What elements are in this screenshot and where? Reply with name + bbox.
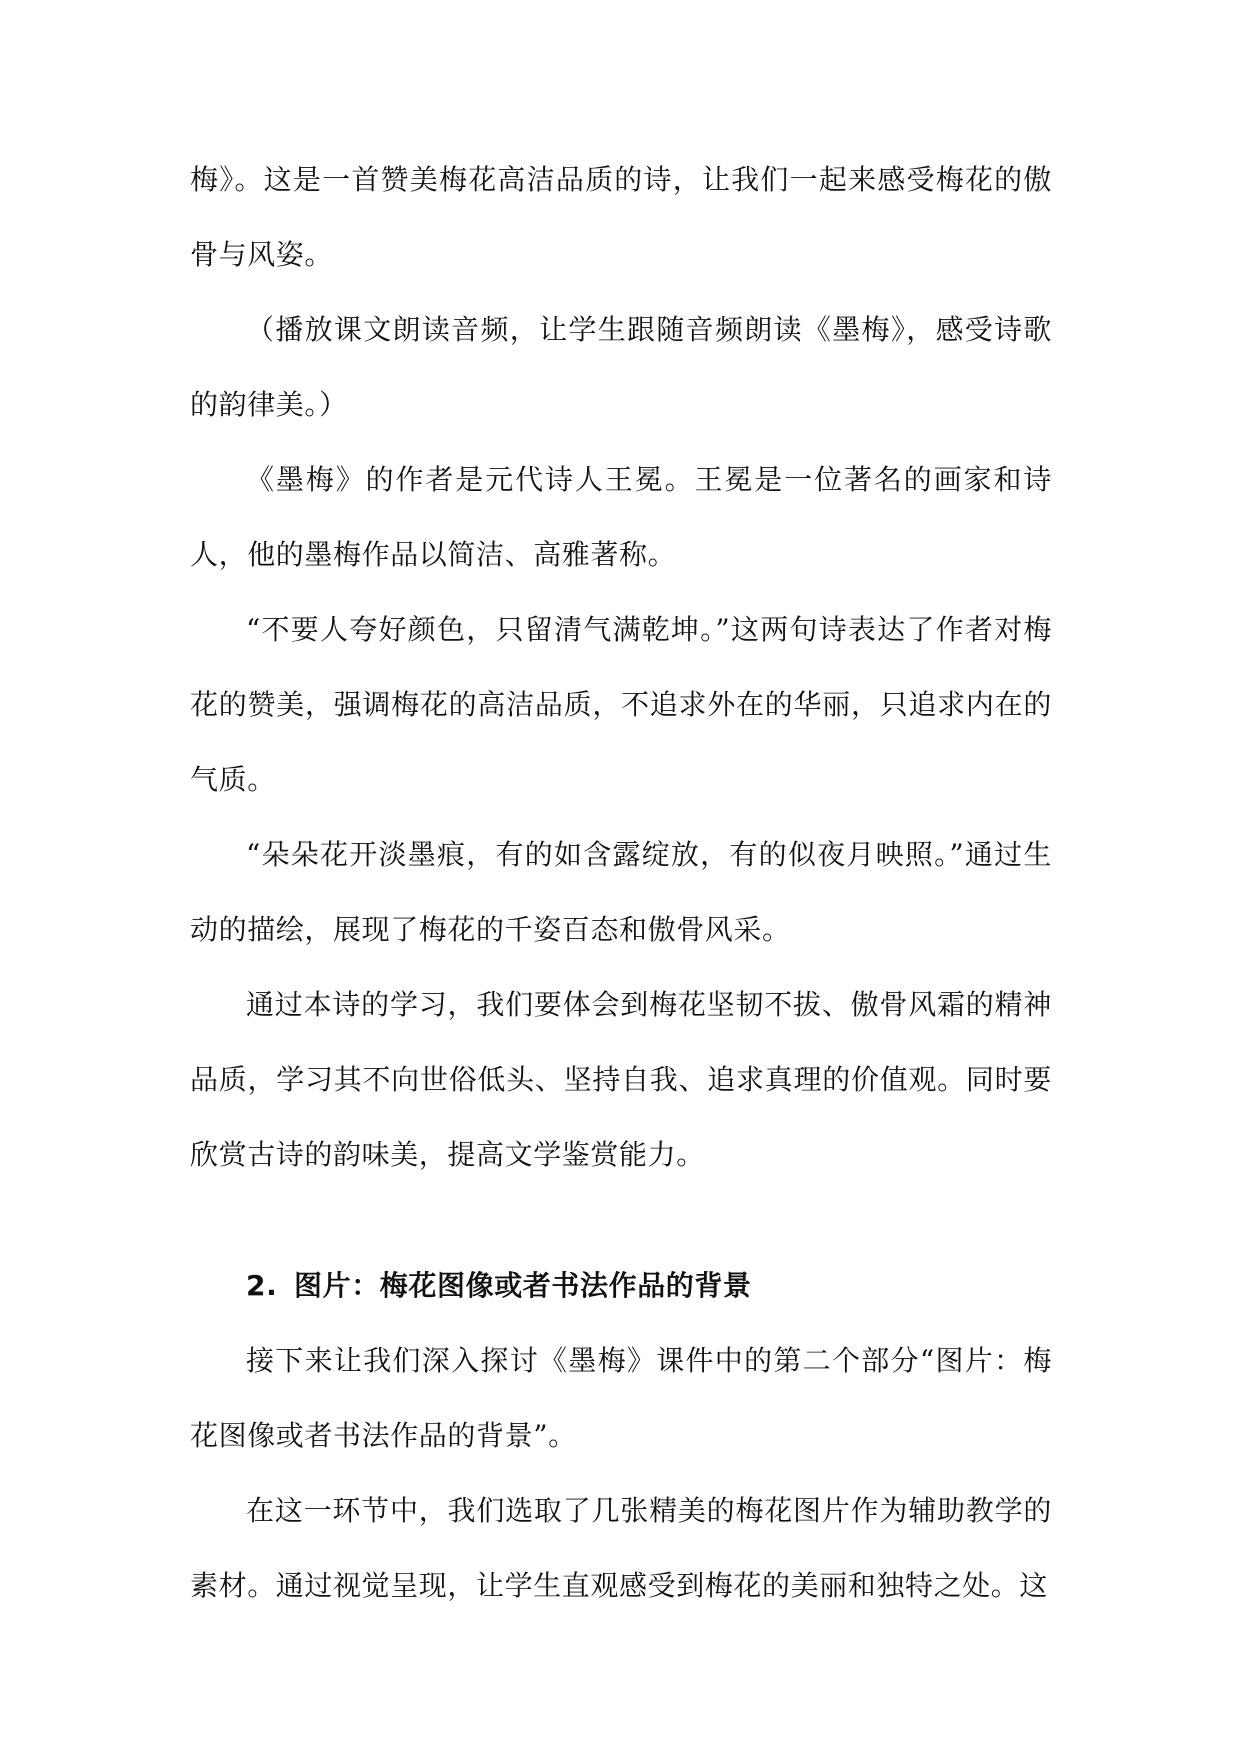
section-title: 图片：梅花图像或者书法作品的背景 xyxy=(294,1269,752,1302)
paragraph-6: 通过本诗的学习，我们要体会到梅花坚韧不拔、傲骨风霜的精神品质，学习其不向世俗低头、坚持自我、追求真理的价值观。同时要欣赏古诗的韵味美，提高文学鉴赏能力。 xyxy=(190,988,1052,1171)
paragraph-4: “不要人夸好颜色，只留清气满乾坤。”这两句诗表达了作者对梅花的赞美，强调梅花的高洁品质，不追求外在的华丽，只追求内在的气质。 xyxy=(190,613,1052,796)
paragraph-7: 接下来让我们深入探讨《墨梅》课件中的第二个部分“图片：梅花图像或者书法作品的背景”。 xyxy=(190,1344,1052,1452)
paragraph-3: 《墨梅》的作者是元代诗人王冕。王冕是一位著名的画家和诗人，他的墨梅作品以简洁、高雅著称。 xyxy=(190,463,1052,571)
document-body xyxy=(190,142,1052,1623)
paragraph-1: 梅》。这是一首赞美梅花高洁品质的诗，让我们一起来感受梅花的傲骨与风姿。 xyxy=(190,163,1052,271)
section-heading xyxy=(190,1192,1052,1323)
paragraph-8: 在这一环节中，我们选取了几张精美的梅花图片作为辅助教学的素材。通过视觉呈现，让学生直观感受到梅花的美丽和独特之处。这 xyxy=(190,1494,1052,1602)
paragraph-2: （播放课文朗读音频，让学生跟随音频朗读《墨梅》，感受诗歌的韵律美。） xyxy=(190,313,1052,421)
paragraph-5: “朵朵花开淡墨痕，有的如含露绽放，有的似夜月映照。”通过生动的描绘，展现了梅花的千姿百态和傲骨风采。 xyxy=(190,838,1052,946)
section-number: 2. xyxy=(246,1269,278,1302)
